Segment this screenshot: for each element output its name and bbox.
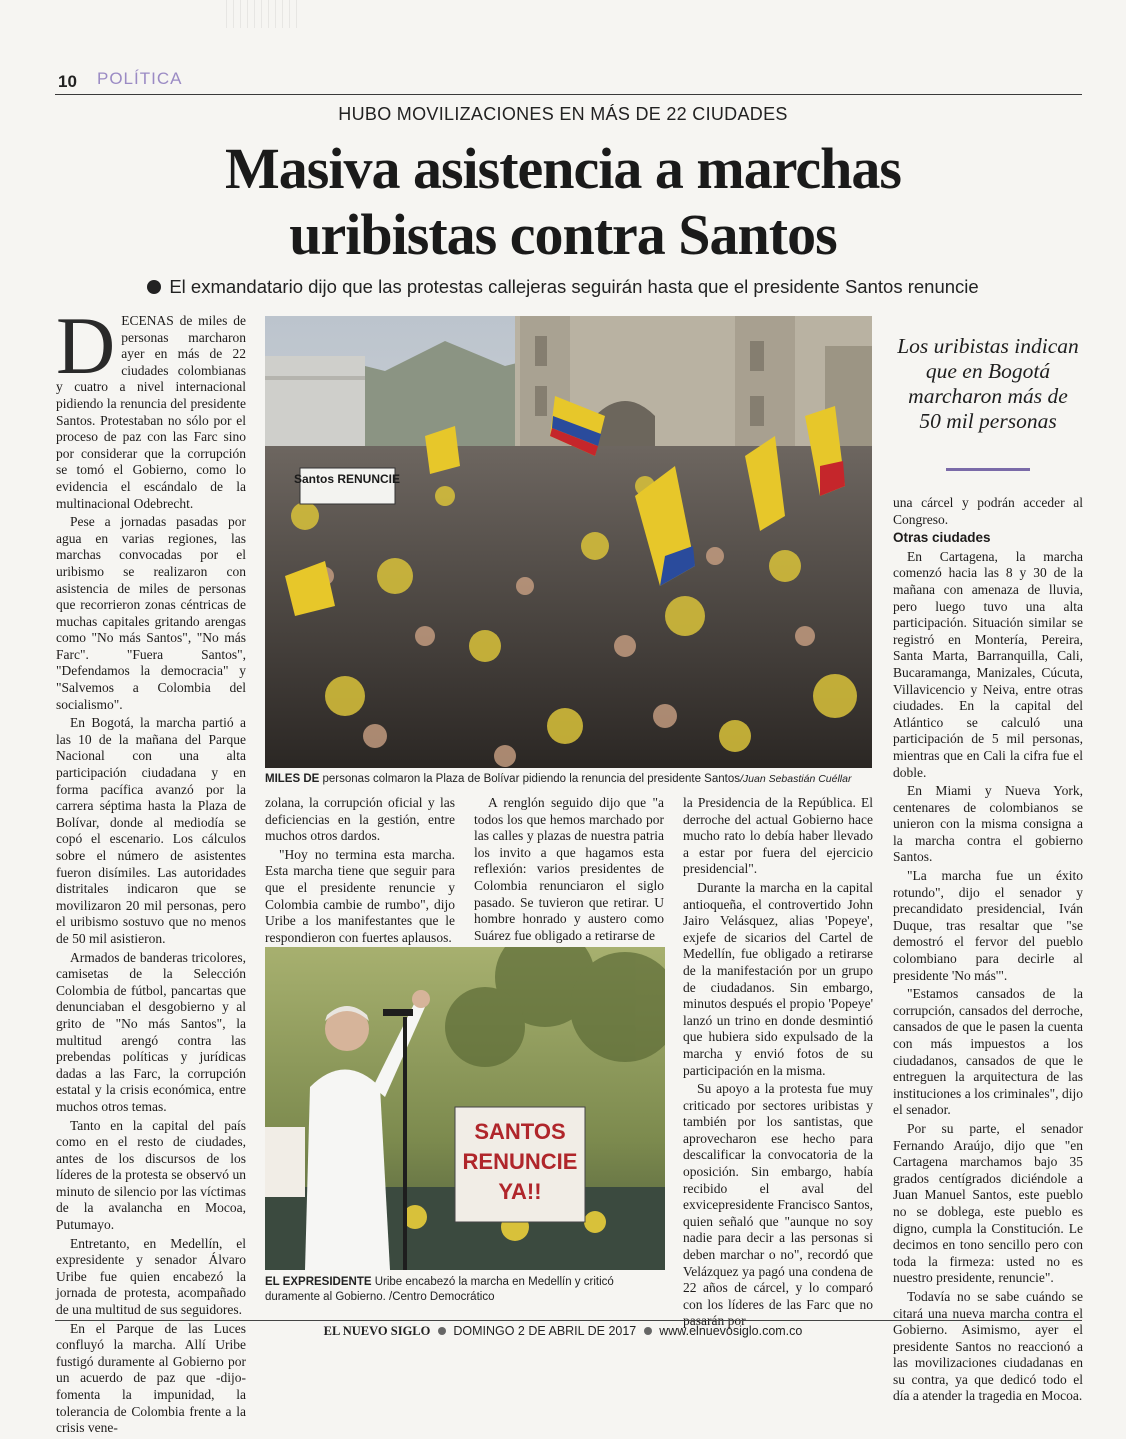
paragraph: una cárcel y podrán acceder al Congreso.	[893, 495, 1083, 527]
drop-cap: D	[56, 300, 116, 391]
page-number: 10	[58, 72, 77, 91]
lead-smallcaps: ECENAS	[121, 313, 174, 328]
paragraph: zolana, la corrupción oficial y las deficiencias en la gestión, entre muchos otros dardos.	[265, 795, 455, 844]
uribe-image	[265, 947, 665, 1270]
paragraph: Armados de banderas tricolores, camisetas de la Selección Colombia de fútbol, pancartas que denunciaban el desgobierno y al grito de "No más Santos", la multitud arengó contra las prebendas políticas y jurídicas dadas a las Farc, la corrupción estatal y la crisis económica, entre muchos otros temas.	[56, 949, 246, 1114]
paragraph: Por su parte, el senador Fernando Araújo, dijo que "en Cartagena marchamos bajo 35 grados centígrados diciéndole a Juan Manuel Santos, este pueblo no se doblega, este pueblo es digno, cumpla la Constitución. Le decimos en tono sencillo pero con toda la firmeza: usted no es nuestro presidente, renuncie".	[893, 1120, 1083, 1286]
caption-lead: MILES DE	[265, 773, 320, 785]
separator-dot-icon	[644, 1327, 652, 1335]
paragraph: A renglón seguido dijo que "a todos los que hemos marchado por las calles y plazas de nuestra patria los invito a que hagamos esta reflexión: varios presidentes de Colombia renunciaron el siglo pasado. Se tuvieron que retirar. U hombre honrado y austero como Suárez fue obligado a retirarse de	[474, 795, 664, 943]
caption-text: personas colmaron la Plaza de Bolívar pidiendo la renuncia del presidente Santos	[322, 773, 740, 785]
paragraph: En Miami y Nueva York, centenares de colombianos se unieron con la misma consigna a la marcha contra el gobierno Santos.	[893, 783, 1083, 865]
headline-line-2: uribistas contra Santos	[289, 202, 837, 267]
banner-line-2: RENUNCIE	[462, 1149, 578, 1174]
paragraph: En Bogotá, la marcha partió a las 10 de la mañana del Parque Nacional con una alta participación ciudadana y en forma pacífica avanzó por la carrera séptima hasta la Plaza de Bolívar, donde al mediodía se copó el escenario. Los cálculos sobre el número de asistentes fueron disímiles. Las autoridades distritales indicaron que se movilizaron 20 mil personas, pero el uribismo sostuvo que no menos de 50 mil asistieron.	[56, 715, 246, 946]
pull-quote-rule	[946, 468, 1030, 471]
section-label: POLÍTICA	[97, 69, 183, 88]
deck-text: El exmandatario dijo que las protestas callejeras seguirán hasta que el presidente Santos renuncie	[169, 276, 979, 297]
article-column-3	[474, 795, 664, 946]
paragraph: Tanto en la capital del país como en el resto de ciudades, antes de los discursos de los líderes de la protesta se observó un minuto de silencio por las víctimas de la avalancha en Mocoa, Putumayo.	[56, 1117, 246, 1233]
paragraph	[56, 300, 246, 512]
paragraph: En Cartagena, la marcha comenzó hacia las 8 y 30 de la mañana con amenaza de lluvia, pero luego tuvo una alta participación. Situación similar se registró en Montería, Pereira, Santa Marta, Barranquilla, Cali, Bucaramanga, Manizales, Cúcuta, Villavicencio y Neiva, entre otras ciudades. En la capital del Atlántico se calculó una participación de 5 mil personas, mientras que en Cali la cifra fue el doble.	[893, 548, 1083, 780]
paragraph: "Estamos cansados de la corrupción, cansados del derroche, cansados de que le pasen la cuenta con más impuestos a los ciudadanos, cansados de que le entreguen la arquitectura de las instituciones a los criminales", dijo el senador.	[893, 986, 1083, 1118]
crowd-image	[265, 316, 872, 768]
footer-rule	[55, 1320, 1082, 1321]
article-column-1	[56, 300, 246, 1439]
paragraph: Todavía no se sabe cuándo se citará una nueva marcha contra el Gobierno. Asimismo, ayer el presidente Santos no reaccionó a las movilizaciones ciudadanas en su contra, ya que dedicó todo el día a atender la tragedia en Mocoa.	[893, 1288, 1083, 1404]
bullet-icon	[147, 280, 161, 294]
caption-text: Uribe encabezó la marcha en Medellín y criticó duramente al Gobierno. /Centro Democrático	[265, 1276, 614, 1303]
protest-sign-text: Santos RENUNCIE	[293, 472, 401, 486]
paragraph: "La marcha fue un éxito rotundo", dijo el senador y precandidato presidencial, Iván Duque, tras resaltar que "se demostró el fervor del pueblo colombiano para decirle al presidente 'No más'".	[893, 868, 1083, 983]
banner-line-1: SANTOS	[474, 1119, 566, 1144]
kicker: HUBO MOVILIZACIONES EN MÁS DE 22 CIUDADES	[338, 104, 788, 124]
caption-lead: EL EXPRESIDENTE	[265, 1276, 372, 1288]
deck	[0, 276, 1126, 298]
article-column-5	[893, 495, 1083, 1407]
issue-date: DOMINGO 2 DE ABRIL DE 2017	[453, 1324, 637, 1338]
newspaper-brand: EL NUEVO SIGLO	[323, 1324, 431, 1338]
article-column-4	[683, 795, 873, 1332]
scan-speckle	[220, 0, 300, 28]
paragraph: Pese a jornadas pasadas por agua en varias regiones, las marchas convocadas por el uribismo se realizaron con asistencia de miles de personas que recorrieron zonas céntricas de muchas capitales gritando arengas como "No más Santos", "No más Farc". "Fuera Santos", "Defendamos la democracia" y "Salvemos a Colombia del socialismo".	[56, 514, 246, 712]
paragraph: Durante la marcha en la capital antioqueña, el controvertido John Jairo Velásquez, alias 'Popeye', exjefe de sicarios del Cartel de Medellín, fue obligado a retirarse de la manifestación por un grupo de ciudadanos. Sin embargo, minutos después el propio 'Popeye' lanzó un trino en donde desmintió que hubiera sido expulsado de la marcha y envió fotos de su participación en la misma.	[683, 879, 873, 1078]
paragraph: "Hoy no termina esta marcha. Esta marcha tiene que seguir para que el presidente renuncie y Colombia cambie de rumbo", dijo Uribe a los manifestantes que le respondieron con fuertes aplausos.	[265, 846, 455, 945]
paragraph: En el Parque de las Luces confluyó la marcha. Allí Uribe fustigó duramente al Gobierno por un acuerdo de paz que -dijo- fomenta la impunidad, la tolerancia de Colombia frente a la crisis vene-	[56, 1320, 246, 1436]
paragraph: Entretanto, en Medellín, el expresidente y senador Álvaro Uribe fue quien encabezó la jornada de protesta, acompañado de una multitud de sus seguidores.	[56, 1235, 246, 1318]
crowd-photo	[265, 316, 872, 768]
photo-credit: /Juan Sebastián Cuéllar	[739, 773, 852, 785]
website-url[interactable]: www.elnuevosiglo.com.co	[659, 1324, 803, 1338]
banner-line-3: YA!!	[498, 1179, 542, 1204]
headline-line-1: Masiva asistencia a marchas	[225, 136, 901, 201]
section-header-rule	[55, 68, 1082, 95]
photo-caption-2	[265, 1275, 667, 1305]
paragraph: Su apoyo a la protesta fue muy criticado por sectores uribistas y también por los santistas, que aprovecharon ese hecho para descalificar la convocatoria de la oposición. Sin embargo, había recibido el aval del exvicepresidente Francisco Santos, quien señaló que "aunque no soy nadie para decir a las personas si deben marchar o no", recordó que Velázquez ya pagó una condena de 22 años de cárcel, y lo comparó con los líderes de las Farc que no	[683, 1081, 873, 1312]
footer	[0, 1324, 1126, 1339]
separator-dot-icon	[438, 1327, 446, 1335]
headline	[60, 136, 1066, 268]
uribe-photo	[265, 947, 665, 1270]
subhead: Otras ciudades	[893, 530, 991, 546]
photo-caption-1	[265, 772, 875, 787]
paragraph-text: de miles de personas marcharon ayer en más de 22 ciudades colombianas y cuatro a nivel internacional pidiendo la renuncia del presidente Santos. Protestaban no sólo por el proceso de paz con las Farc sino por considerar que la corrupción se tomó el Gobierno, como lo evidencia el escándalo de la multinacional Odebrecht.	[56, 313, 246, 511]
paragraph: la Presidencia de la República. El derroche del actual Gobierno hace mucho rato lo debía haber llevado a estar por fuera del ejercicio presidencial".	[683, 795, 873, 877]
pull-quote: Los uribistas indican que en Bogotá marcharon más de 50 mil personas	[897, 334, 1079, 433]
article-column-2	[265, 795, 455, 948]
